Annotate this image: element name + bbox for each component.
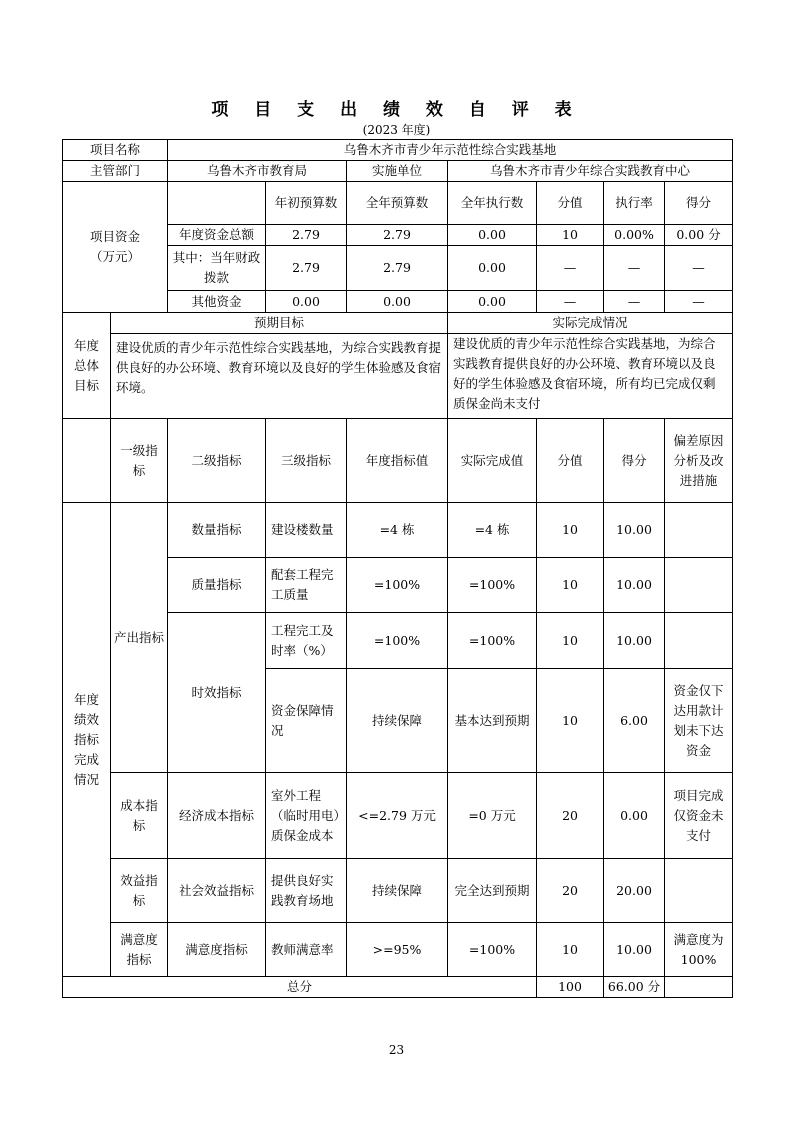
indicator-score-value: 10 xyxy=(537,613,604,669)
indicator-target: =100% xyxy=(347,558,448,613)
indicator-header-score: 得分 xyxy=(604,419,665,503)
indicator-score-value: 10 xyxy=(537,923,604,977)
dept-label: 主管部门 xyxy=(63,161,168,182)
social-benefit-indicator-label: 社会效益指标 xyxy=(168,859,266,923)
indicator-score: 10.00 xyxy=(604,503,665,558)
funds-row-label: 其中：当年财政拨款 xyxy=(168,246,266,291)
indicator-header-level2: 二级指标 xyxy=(168,419,266,503)
indicator-actual: =100% xyxy=(448,613,537,669)
page-number: 23 xyxy=(388,1043,405,1057)
indicator-actual: =4 栋 xyxy=(448,503,537,558)
overall-goal-label: 年度 总体 目标 xyxy=(63,313,111,419)
funds-cell: 0.00% xyxy=(604,225,665,246)
funds-cell: — xyxy=(665,246,733,291)
indicator-actual: =100% xyxy=(448,558,537,613)
indicator-score: 6.00 xyxy=(604,669,665,773)
indicator-score-value: 10 xyxy=(537,503,604,558)
funds-cell: 2.79 xyxy=(347,246,448,291)
indicator-note: 项目完成仅资金未支付 xyxy=(665,773,733,859)
satisfaction-sub-indicator-label: 满意度指标 xyxy=(168,923,266,977)
funds-header-annual: 全年预算数 xyxy=(347,182,448,225)
funds-cell: 0.00 xyxy=(448,225,537,246)
funds-row-label: 年度资金总额 xyxy=(168,225,266,246)
funds-cell: 10 xyxy=(537,225,604,246)
funds-cell: 2.79 xyxy=(266,225,347,246)
project-name-label: 项目名称 xyxy=(63,140,168,161)
indicator-header-deviation: 偏差原因分析及改进措施 xyxy=(665,419,733,503)
indicator-score: 0.00 xyxy=(604,773,665,859)
indicator-score-value: 20 xyxy=(537,859,604,923)
indicator-note xyxy=(665,558,733,613)
dept-value: 乌鲁木齐市教育局 xyxy=(168,161,347,182)
funds-cell: — xyxy=(604,291,665,313)
funds-header-rate: 执行率 xyxy=(604,182,665,225)
funds-row-label: 其他资金 xyxy=(168,291,266,313)
funds-header-executed: 全年执行数 xyxy=(448,182,537,225)
indicator-note: 满意度为 100% xyxy=(665,923,733,977)
indicator-header-target: 年度指标值 xyxy=(347,419,448,503)
indicator-score: 20.00 xyxy=(604,859,665,923)
output-indicator-label: 产出指标 xyxy=(111,503,168,773)
indicator-target: 持续保障 xyxy=(347,669,448,773)
actual-completion-header: 实际完成情况 xyxy=(448,313,733,334)
indicator-header-score-value: 分值 xyxy=(537,419,604,503)
indicator-note: 资金仅下达用款计划未下达资金 xyxy=(665,669,733,773)
funds-cell: 0.00 xyxy=(448,246,537,291)
indicator-header-level3: 三级指标 xyxy=(266,419,347,503)
funds-cell: 0.00 xyxy=(266,291,347,313)
indicator-score-value: 10 xyxy=(537,558,604,613)
indicator-score: 10.00 xyxy=(604,923,665,977)
impl-label: 实施单位 xyxy=(347,161,448,182)
cost-indicator-label: 成本指标 xyxy=(111,773,168,859)
indicator-score-value: 20 xyxy=(537,773,604,859)
page-subtitle: (2023 年度) xyxy=(362,123,431,137)
expected-goal-header: 预期目标 xyxy=(111,313,448,334)
indicator-actual: 基本达到预期 xyxy=(448,669,537,773)
indicator-score-value: 10 xyxy=(537,669,604,773)
total-label: 总分 xyxy=(63,977,537,998)
indicator-target: 持续保障 xyxy=(347,859,448,923)
funds-cell: 2.79 xyxy=(266,246,347,291)
indicator-target: =4 栋 xyxy=(347,503,448,558)
funds-cell: — xyxy=(537,246,604,291)
indicator-score: 10.00 xyxy=(604,613,665,669)
satisfaction-indicator-label: 满意度指标 xyxy=(111,923,168,977)
funds-header-score: 得分 xyxy=(665,182,733,225)
indicator-third: 提供良好实践教育场地 xyxy=(266,859,347,923)
expected-goal-text: 建设优质的青少年示范性综合实践基地，为综合实践教育提供良好的办公环境、教育环境以及良好的学生体验感及食宿环境。 xyxy=(111,334,448,419)
indicator-third: 资金保障情况 xyxy=(266,669,347,773)
indicator-score: 10.00 xyxy=(604,558,665,613)
funds-cell: 0.00 分 xyxy=(665,225,733,246)
indicator-note xyxy=(665,503,733,558)
indicator-note xyxy=(665,613,733,669)
impl-value: 乌鲁木齐市青少年综合实践教育中心 xyxy=(448,161,733,182)
indicator-target: <=2.79 万元 xyxy=(347,773,448,859)
indicator-third: 教师满意率 xyxy=(266,923,347,977)
funds-cell: 0.00 xyxy=(448,291,537,313)
funds-header-score-value: 分值 xyxy=(537,182,604,225)
indicator-section-label: 年度 绩效 指标 完成 情况 xyxy=(63,503,111,977)
funds-cell: — xyxy=(665,291,733,313)
project-name-value: 乌鲁木齐市青少年示范性综合实践基地 xyxy=(168,140,733,161)
page-title: 项 目 支 出 绩 效 自 评 表 xyxy=(211,100,582,120)
funds-header-blank xyxy=(168,182,266,225)
indicator-third: 建设楼数量 xyxy=(266,503,347,558)
evaluation-table xyxy=(62,139,733,998)
actual-completion-text: 建设优质的青少年示范性综合实践基地，为综合实践教育提供良好的办公环境、教育环境以及良好的学生体验感及食宿环境，所有均已完成仅剩质保金尚未支付 xyxy=(448,334,733,419)
funds-cell: — xyxy=(537,291,604,313)
indicator-header-blank xyxy=(63,419,111,503)
indicator-third: 工程完工及时率（%） xyxy=(266,613,347,669)
funds-cell: — xyxy=(604,246,665,291)
funds-header-initial: 年初预算数 xyxy=(266,182,347,225)
indicator-third: 配套工程完工质量 xyxy=(266,558,347,613)
quantity-indicator-label: 数量指标 xyxy=(168,503,266,558)
funds-label: 项目资金 （万元） xyxy=(63,182,168,313)
benefit-indicator-label: 效益指标 xyxy=(111,859,168,923)
total-score-value: 100 xyxy=(537,977,604,998)
indicator-note xyxy=(665,859,733,923)
indicator-header-actual: 实际完成值 xyxy=(448,419,537,503)
timeliness-indicator-label: 时效指标 xyxy=(168,613,266,773)
indicator-target: =100% xyxy=(347,613,448,669)
indicator-actual: 完全达到预期 xyxy=(448,859,537,923)
quality-indicator-label: 质量指标 xyxy=(168,558,266,613)
funds-cell: 2.79 xyxy=(347,225,448,246)
indicator-third: 室外工程（临时用电）质保金成本 xyxy=(266,773,347,859)
indicator-header-level1: 一级指标 xyxy=(111,419,168,503)
indicator-actual: =100% xyxy=(448,923,537,977)
total-score: 66.00 分 xyxy=(604,977,665,998)
economic-cost-indicator-label: 经济成本指标 xyxy=(168,773,266,859)
indicator-actual: =0 万元 xyxy=(448,773,537,859)
indicator-target: >=95% xyxy=(347,923,448,977)
total-blank xyxy=(665,977,733,998)
funds-cell: 0.00 xyxy=(347,291,448,313)
